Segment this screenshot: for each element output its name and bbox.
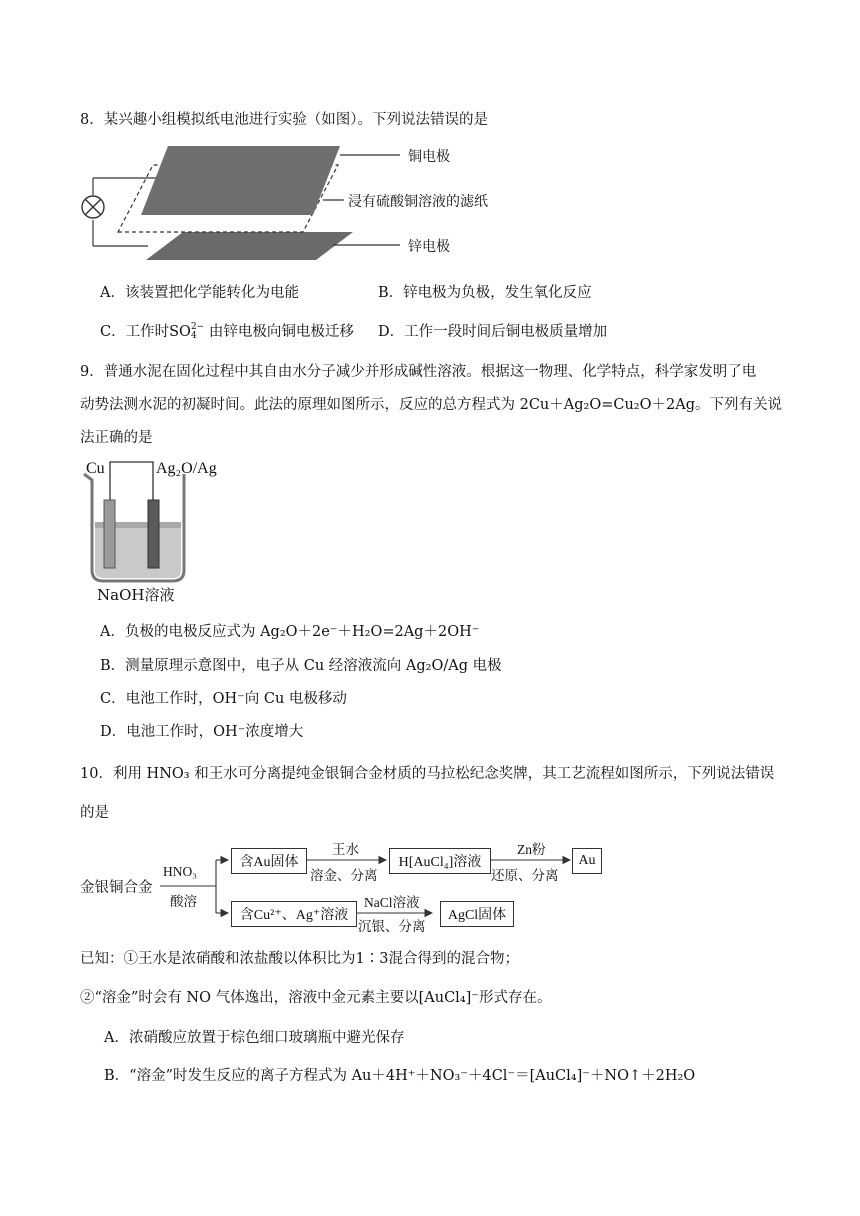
flow-acid-dissolve-label: 酸溶 <box>170 894 197 909</box>
q10-option-b: B．“溶金”时发生反应的离子方程式为 Au＋4H⁺＋NO₃⁻＋4Cl⁻＝[AuCl₄]⁻＋NO↑＋2H₂O <box>104 1068 696 1084</box>
flow-aqua-regia-label: 王水 <box>332 842 359 857</box>
q8-option-d: D．工作一段时间后铜电极质量增加 <box>378 324 608 340</box>
q8-option-b: B．锌电极为负极，发生氧化反应 <box>378 285 592 301</box>
zinc-electrode-label: 锌电极 <box>408 239 450 255</box>
q8-stem: 8．某兴趣小组模拟纸电池进行实验（如图）。下列说法错误的是 <box>80 112 488 128</box>
q9-option-a: A．负极的电极反应式为 Ag₂O＋2e⁻＋H₂O=2Ag＋2OH⁻ <box>100 624 480 640</box>
box-cu-ag-solution: 含Cu²⁺、Ag⁺溶液 <box>231 901 357 927</box>
q10-known-2: ②“溶金”时会有 NO 气体逸出，溶液中金元素主要以[AuCl₄]⁻形式存在。 <box>80 990 552 1006</box>
q9-option-b: B．测量原理示意图中，电子从 Cu 经溶液流向 Ag₂O/Ag 电极 <box>100 658 502 674</box>
ag2o-ag-label: Ag₂O/Ag <box>156 460 217 477</box>
beaker-diagram <box>78 458 198 588</box>
ag-electrode <box>148 500 159 568</box>
flow-precipitate-separate-label: 沉银、分离 <box>358 919 426 934</box>
flow-nacl-label: NaCl溶液 <box>364 895 420 910</box>
q8-option-c: C．工作时SO 2− 4 由锌电极向铜电极迁移 <box>100 322 354 341</box>
q10-stem-line2: 的是 <box>80 805 109 821</box>
copper-electrode-label: 铜电极 <box>408 149 450 165</box>
box-haucl4-solution: H[AuCl₄]溶液 <box>389 848 491 874</box>
q9-stem-line2: 动势法测水泥的初凝时间。此法的原理如图所示，反应的总方程式为 2Cu＋Ag₂O=Cu₂O＋2Ag。下列有关说 <box>80 397 782 413</box>
flow-hno3-label: HNO₃ <box>163 864 197 879</box>
q10-option-a: A．浓硝酸应放置于棕色细口玻璃瓶中避光保存 <box>104 1030 405 1046</box>
cu-label: Cu <box>86 460 105 477</box>
flow-zn-powder-label: Zn粉 <box>517 842 546 857</box>
q10-stem-line1: 10．利用 HNO₃ 和王水可分离提纯金银铜合金材质的马拉松纪念奖牌，其工艺流程如图所示，下列说法错误 <box>80 766 775 782</box>
q10-known-1: 已知：①王水是浓硝酸和浓盐酸以体积比为1∶3混合得到的混合物； <box>80 951 519 967</box>
flow-start-label: 金银铜合金 <box>80 880 153 896</box>
cu-electrode <box>104 500 115 568</box>
naoh-label: NaOH溶液 <box>97 586 175 604</box>
q9-stem-line1: 9．普通水泥在固化过程中其自由水分子减少并形成碱性溶液。根据这一物理、化学特点，科学家发明了电 <box>80 364 757 380</box>
filter-paper-label: 浸有硫酸铜溶液的滤纸 <box>348 194 488 210</box>
q9-stem-line3: 法正确的是 <box>80 430 153 446</box>
flow-dissolve-separate-label: 溶金、分离 <box>310 868 378 883</box>
box-au: Au <box>572 848 602 874</box>
copper-plate <box>141 146 340 215</box>
q9-option-c: C．电池工作时，OH⁻向 Cu 电极移动 <box>100 691 347 707</box>
box-au-solid: 含Au固体 <box>231 848 307 874</box>
q9-option-d: D．电池工作时，OH⁻浓度增大 <box>100 724 304 740</box>
box-agcl-solid: AgCl固体 <box>440 901 514 927</box>
q8-option-a: A．该装置把化学能转化为电能 <box>100 285 299 301</box>
flow-reduce-separate-label: 还原、分离 <box>491 868 559 883</box>
zinc-plate <box>146 232 353 260</box>
